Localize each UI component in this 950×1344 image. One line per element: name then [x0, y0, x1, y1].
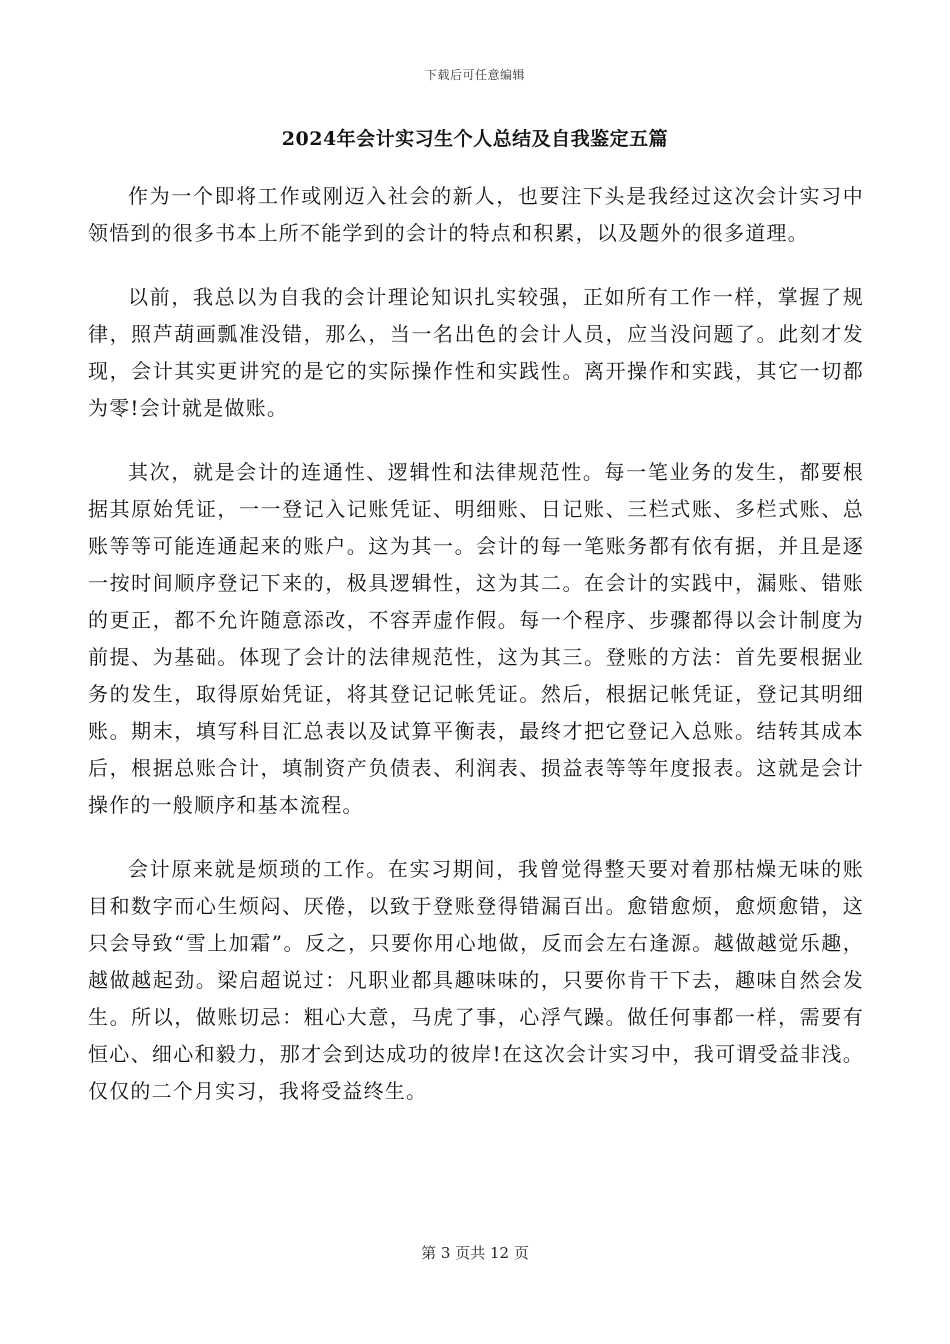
header-note: 下载后可任意编辑	[424, 68, 525, 82]
paragraph-3: 其次，就是会计的连通性、逻辑性和法律规范性。每一笔业务的发生，都要根据其原始凭证，一一登记入记账凭证、明细账、日记账、三栏式账、多栏式账、总账等等可能连通起来的账户。这为其一。会计的每一笔账务都有依有据，并且是逐一按时间顺序登记下来的，极具逻辑性，这为其二。在会计的实践中，漏账、错账的更正，都不允许随意添改，不容弄虚作假。每一个程序、步骤都得以会计制度为前提、为基础。体现了会计的法律规范性，这为其三。登账的方法：首先要根据业务的发生，取得原始凭证，将其登记记帐凭证。然后，根据记帐凭证，登记其明细账。期末，填写科目汇总表以及试算平衡表，最终才把它登记入总账。结转其成本后，根据总账合计，填制资产负债表、利润表、损益表等等年度报表。这就是会计操作的一般顺序和基本流程。	[88, 460, 864, 817]
paragraph-4: 会计原来就是烦琐的工作。在实习期间，我曾觉得整天要对着那枯燥无味的账目和数字而心生烦闷、厌倦，以致于登账登得错漏百出。愈错愈烦，愈烦愈错，这只会导致“雪上加霜”。反之，只要你用心地做，反而会左右逢源。越做越觉乐趣，越做越起劲。梁启超说过：凡职业都具趣味味的，只要你肯干下去，趣味自然会发生。所以，做账切忌：粗心大意，马虎了事，心浮气躁。做任何事都一样，需要有恒心、细心和毅力，那才会到达成功的彼岸!在这次会计实习中，我可谓受益非浅。仅仅的二个月实习，我将受益终生。	[88, 857, 864, 1103]
document-title: 2024年会计实习生个人总结及自我鉴定五篇	[281, 128, 669, 150]
paragraph-1: 作为一个即将工作或刚迈入社会的新人，也要注下头是我经过这次会计实习中领悟到的很多书本上所不能学到的会计的特点和积累，以及题外的很多道理。	[88, 184, 864, 245]
page-number: 第 3 页共 12 页	[421, 1244, 529, 1262]
paragraph-2: 以前，我总以为自我的会计理论知识扎实较强，正如所有工作一样，掌握了规律，照芦葫画瓢准没错，那么，当一名出色的会计人员，应当没问题了。此刻才发现，会计其实更讲究的是它的实际操作性和实践性。离开操作和实践，其它一切都为零!会计就是做账。	[88, 285, 864, 420]
document-body	[88, 178, 864, 1137]
